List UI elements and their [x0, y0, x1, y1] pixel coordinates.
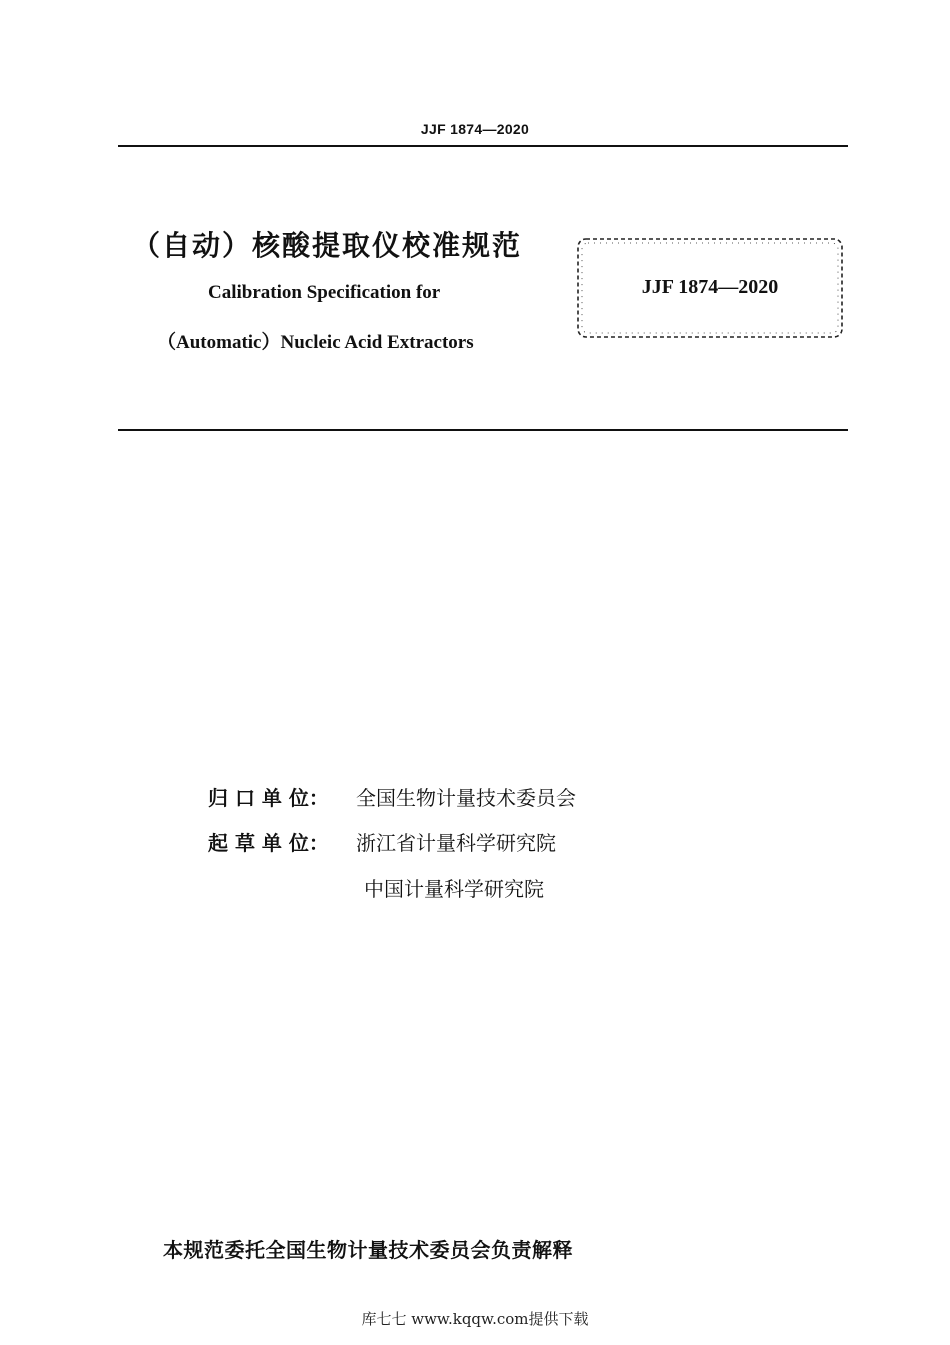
- responsible-unit-row: [208, 782, 576, 811]
- section-rule: [118, 429, 848, 431]
- responsible-unit-value: 全国生物计量技术委员会: [356, 786, 576, 810]
- drafting-unit-value-2: 中国计量科学研究院: [364, 877, 544, 901]
- standard-code-box: [575, 236, 845, 340]
- title-english-line-2: （Automatic）Nucleic Acid Extractors: [157, 332, 474, 353]
- download-watermark: 库七七 www.kqqw.com提供下载: [361, 1310, 589, 1328]
- drafting-unit-row: [208, 827, 556, 856]
- drafting-unit-value-1: 浙江省计量科学研究院: [356, 831, 556, 855]
- drafting-unit-row-2: [364, 873, 544, 902]
- standard-code: JJF 1874—2020: [641, 276, 779, 298]
- interpretation-note: 本规范委托全国生物计量技术委员会负责解释: [163, 1238, 573, 1262]
- title-chinese: （自动）核酸提取仪校准规范: [132, 229, 523, 262]
- header-rule: [118, 145, 848, 147]
- responsible-unit-label: 归 口 单 位：: [208, 786, 329, 810]
- header-standard-code: JJF 1874—2020: [420, 121, 530, 137]
- drafting-unit-label: 起 草 单 位：: [208, 831, 329, 855]
- title-english-line-1: Calibration Specification for: [208, 282, 441, 303]
